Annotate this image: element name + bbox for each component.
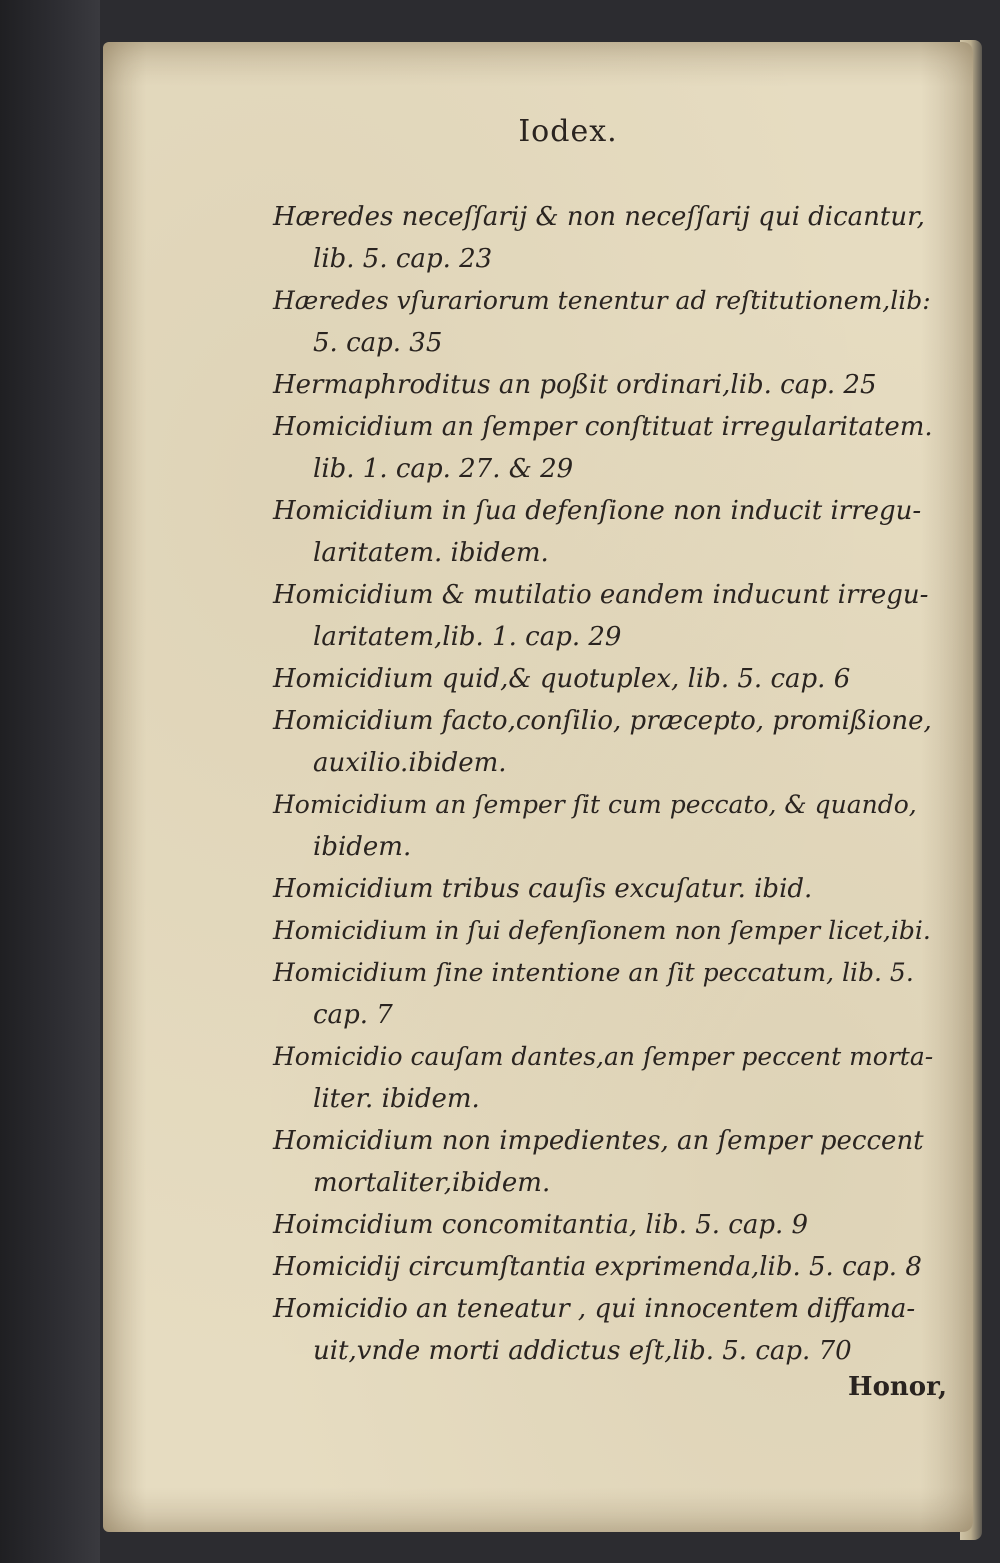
index-entry: Homicidium in ſua defenſione non inducit irregu-	[273, 496, 922, 526]
index-entry: Hæredes vſurariorum tenentur ad reſtitutionem,lib:	[273, 286, 931, 315]
index-entry-continuation: ibidem.	[313, 832, 412, 862]
index-entry: Homicidium quid,& quotuplex, lib. 5. cap. 6	[273, 664, 851, 694]
catchword: Honor,	[848, 1372, 948, 1402]
index-entry-continuation: cap. 7	[313, 1000, 393, 1030]
index-entry-continuation: lib. 5. cap. 23	[313, 244, 493, 274]
index-entry: Homicidium in ſui defenſionem non ſemper licet,ibi.	[273, 916, 931, 945]
index-entry: Homicidium an ſemper conſtituat irregularitatem.	[273, 412, 933, 442]
index-entry: Hæredes neceſſarij & non neceſſarij qui dicantur,	[273, 202, 925, 232]
index-entry: Homicidium & mutilatio eandem inducunt irregu-	[273, 580, 929, 610]
index-entry: Homicidij circumſtantia exprimenda,lib. 5. cap. 8	[273, 1252, 922, 1282]
index-entry-continuation: uit,vnde morti addictus eſt,lib. 5. cap. 70	[313, 1336, 852, 1366]
index-entry: Hermaphroditus an poßit ordinari,lib. cap. 25	[273, 370, 877, 400]
index-entry: Homicidium ſine intentione an ſit peccatum, lib. 5.	[273, 958, 914, 987]
index-entry-continuation: liter. ibidem.	[313, 1084, 480, 1114]
page-text	[103, 42, 973, 1532]
index-entry-continuation: lib. 1. cap. 27. & 29	[313, 454, 574, 484]
index-entry-continuation: auxilio.ibidem.	[313, 748, 507, 778]
index-entry: Homicidium tribus cauſis excuſatur. ibid.	[273, 874, 813, 904]
index-entry-continuation: laritatem. ibidem.	[313, 538, 549, 568]
book-binding	[0, 0, 100, 1563]
index-entry: Homicidium non impedientes, an ſemper peccent	[273, 1126, 924, 1156]
index-entry: Homicidium facto,conſilio, præcepto, promißione,	[273, 706, 932, 736]
index-entry: Homicidio an teneatur , qui innocentem diffama-	[273, 1294, 916, 1324]
index-entry: Homicidium an ſemper ſit cum peccato, & quando,	[273, 790, 917, 819]
index-entry: Hoimcidium concomitantia, lib. 5. cap. 9	[273, 1210, 809, 1240]
index-entry-continuation: mortaliter,ibidem.	[313, 1168, 551, 1198]
page-header: Iodex.	[518, 114, 618, 149]
index-entry-continuation: laritatem,lib. 1. cap. 29	[313, 622, 622, 652]
page-paper	[103, 42, 973, 1532]
index-entry: Homicidio cauſam dantes,an ſemper peccent morta-	[273, 1042, 934, 1071]
index-entry-continuation: 5. cap. 35	[313, 328, 443, 358]
